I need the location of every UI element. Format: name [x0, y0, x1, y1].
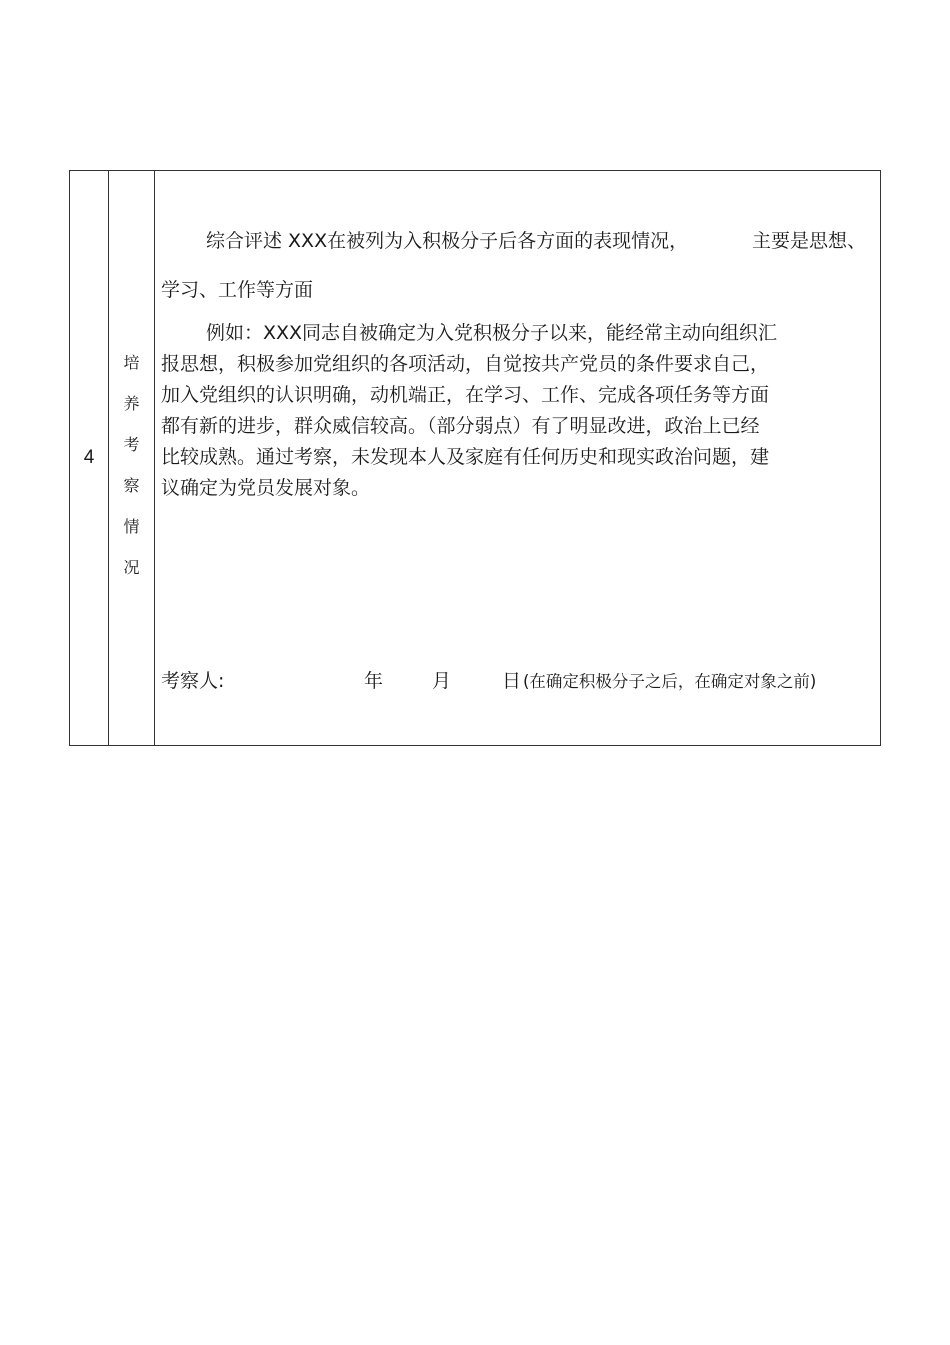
summary-line: 学习、工作等方面 [161, 279, 314, 301]
evaluation-content [155, 171, 880, 745]
summary-line: 综合评述 XXX在被列为入积极分子后各方面的表现情况， [206, 230, 689, 252]
example-line: 例如：XXX同志自被确定为入党积极分子以来，能经常主动向组织汇 [206, 322, 778, 344]
summary-line-end: 主要是思想、 [752, 230, 867, 252]
example-line: 比较成熟。通过考察，未发现本人及家庭有任何历史和现实政治问题，建 [161, 446, 770, 468]
example-line: 议确定为党员发展对象。 [161, 477, 371, 499]
evaluation-table [69, 170, 881, 746]
row-number: 4 [70, 171, 109, 745]
row-label-char: 察 [123, 476, 140, 495]
example-line: 报思想，积极参加党组织的各项活动，自觉按共产党员的条件要求自己， [161, 353, 770, 375]
inspector-label: 考察人: [161, 670, 225, 692]
row-label-char: 情 [123, 517, 140, 536]
row-label-char: 培 [123, 353, 140, 372]
row-label-char: 考 [123, 435, 140, 454]
row-label-char: 况 [123, 558, 140, 577]
timing-note: (在确定积极分子之后，在确定对象之前) [523, 672, 817, 691]
example-line: 加入党组织的认识明确，动机端正，在学习、工作、完成各项任务等方面 [161, 384, 770, 406]
example-line: 都有新的进步，群众威信较高。（部分弱点）有了明显改进，政治上已经 [161, 415, 760, 437]
row-label [109, 171, 155, 745]
day-label: 日 [502, 670, 522, 692]
row-label-char: 养 [123, 394, 140, 413]
year-label: 年 [364, 670, 384, 692]
month-label: 月 [432, 670, 452, 692]
